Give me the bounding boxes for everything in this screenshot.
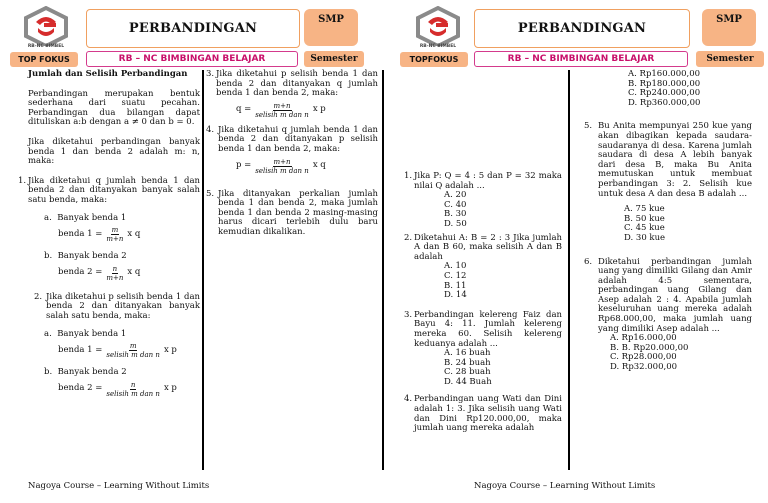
top-fokus-tag: TOPFOKUS bbox=[400, 52, 468, 67]
logo-icon bbox=[406, 6, 470, 46]
footer-text: Nagoya Course – Learning Without Limits bbox=[474, 481, 656, 491]
rule-2-sub-a: a. Banyak benda 1 bbox=[44, 328, 127, 339]
intro-paragraph: Perbandingan merupakan bentuk sederhana dari suatu pecahan. Perbandingan dua bilangan dapat dituliskan a:b dengan a ≠ 0 dan b = 0. bbox=[28, 88, 200, 128]
question-3: 3. Perbandingan kelereng Faiz dan Bayu 4: 11. Jumlah kelereng mereka 60. Selisih kelereng keduanya adalah ... A. 16 buah B. 24 buah C. 28 buah D. 44 Buah bbox=[404, 309, 562, 387]
formula-2b: benda 2 = $\frac{n}{\text{selisih m dan n}}$ x p bbox=[58, 380, 177, 398]
option: A. 20 bbox=[444, 190, 467, 201]
question-1: 1. Jika P: Q = 4 : 5 dan P = 32 maka nilai Q adalah ... A. 20 C. 40 B. 30 D. 50 bbox=[404, 171, 562, 229]
column-divider bbox=[202, 70, 204, 470]
formula-4: p = $\frac{m+n}{\text{selisih m dan n}}$ x q bbox=[236, 157, 326, 175]
theory-column-2 bbox=[206, 70, 378, 238]
questions-column-1 bbox=[404, 172, 562, 434]
option: D. 44 Buah bbox=[444, 376, 492, 387]
semester-tag: Semester bbox=[304, 51, 364, 67]
level-badge: SMP bbox=[304, 9, 358, 46]
formula-1b: benda 2 = $\frac{n}{m+n}$ x q bbox=[58, 264, 141, 282]
rule-item-4: 4. Jika diketahui q jumlah benda 1 dan benda 2 dan ditanyakan p selisih benda 1 dan benda 2, maka: bbox=[206, 124, 378, 154]
option: C. Rp240.000,00 bbox=[628, 88, 701, 99]
option: B. 50 kue bbox=[624, 213, 665, 224]
top-fokus-tag: TOP FOKUS bbox=[10, 52, 78, 67]
formula-2a: benda 1 = $\frac{m}{\text{selisih m dan n}}$ x p bbox=[58, 342, 177, 360]
option: B. 11 bbox=[444, 280, 467, 291]
option: B. 24 buah bbox=[444, 357, 491, 368]
subtitle-banner: RB – NC BIMBINGAN BELAJAR bbox=[86, 51, 298, 67]
option: B. B. Rp20.000,00 bbox=[610, 342, 689, 353]
option: C. 40 bbox=[444, 199, 467, 210]
option: C. Rp28.000,00 bbox=[610, 352, 677, 363]
option: D. 14 bbox=[444, 290, 467, 301]
option: A. 16 buah bbox=[444, 348, 491, 359]
semester-tag: Semester bbox=[696, 51, 764, 67]
rule-item-2: 2. Jika diketahui p selisih benda 1 dan benda 2 dan ditanyakan banyak salah satu benda, maka: bbox=[34, 291, 200, 321]
option: C. 12 bbox=[444, 270, 467, 281]
right-page bbox=[384, 0, 768, 503]
logo-text: RB-NC BIMBEL bbox=[419, 44, 457, 49]
question-6: 6. Diketahui perbandingan jumlah uang yang dimiliki Gilang dan Amir adalah 4:5 sementara, perbandingan uang Gilang dan Asep adalah 2 : 4. Apabila jumlah keseluruhan uang mereka adalah Rp68.000,00, maka jumlah uang yang dimiliki Asep adalah ... A. Rp16.000,00 B. B. Rp20.000,00 C. Rp28.000,00 D. Rp32.000,00 bbox=[584, 256, 752, 373]
option: D. 30 kue bbox=[624, 232, 666, 243]
formula-1a: benda 1 = $\frac{m}{m+n}$ x q bbox=[58, 226, 141, 244]
option: A. 75 kue bbox=[624, 204, 665, 215]
logo-text: RB-NC BIMBEL bbox=[27, 44, 65, 49]
logo bbox=[406, 6, 470, 54]
question-4: 4. Perbandingan uang Wati dan Dini adalah 1: 3. Jika selisih uang Wati dan Dini Rp120.000,00, maka jumlah uang mereka adalah bbox=[404, 394, 562, 434]
footer-text: Nagoya Course – Learning Without Limits bbox=[28, 481, 210, 491]
option: C. 45 kue bbox=[624, 223, 665, 234]
logo bbox=[14, 6, 78, 54]
option: A. 10 bbox=[444, 261, 467, 272]
rule-1-sub-a: a. Banyak benda 1 bbox=[44, 212, 127, 223]
page-title: PERBANDINGAN bbox=[474, 9, 690, 48]
option: A. Rp160.000,00 bbox=[628, 69, 701, 79]
option: D. Rp360.000,00 bbox=[628, 97, 701, 108]
level-badge: SMP bbox=[702, 9, 756, 46]
question-2: 2. Diketahui A: B = 2 : 3 Jika jumlah A dan B 60, maka selisih A dan B adalah A. 10 C. 12 B. 11 D. 14 bbox=[404, 232, 562, 301]
column-divider bbox=[568, 70, 570, 470]
page-title: PERBANDINGAN bbox=[86, 9, 300, 48]
subtitle-banner: RB – NC BIMBINGAN BELAJAR bbox=[474, 51, 688, 67]
option: A. Rp16.000,00 bbox=[610, 333, 677, 344]
intro-paragraph-2: Jika diketahui perbandingan banyak benda 1 dan benda 2 adalah m: n, maka: bbox=[28, 136, 200, 167]
logo-icon bbox=[14, 6, 78, 46]
option: D. Rp32.000,00 bbox=[610, 362, 678, 373]
section-heading: Jumlah dan Selisih Perbandingan bbox=[28, 69, 188, 79]
rule-item-1: 1. Jika diketahui q jumlah benda 1 dan benda 2 dan ditanyakan banyak salah satu benda, maka: bbox=[18, 175, 200, 205]
question-5: 5. Bu Anita mempunyai 250 kue yang akan dibagikan kepada saudara-saudaranya di desa. Karena jumlah saudara di desa A lebih banyak dari desa B, maka Bu Anita memutuskan untuk membuat perbandingan 3: 2. Selisih kue untuk desa A dan desa B adalah ... A. 75 kue B. 50 kue C. 45 kue D. 30 kue bbox=[584, 121, 752, 243]
rule-1-sub-b: b. Banyak benda 2 bbox=[44, 251, 127, 262]
rule-item-5: 5. Jika ditanyakan perkalian jumlah benda 1 dan benda 2, maka jumlah benda 1 dan benda 2 masing-masing harus dicari terlebih dulu baru kemudian dikalikan. bbox=[206, 188, 378, 237]
option: B. 30 bbox=[444, 209, 467, 220]
formula-3: q = $\frac{m+n}{\text{selisih m dan n}}$ x p bbox=[236, 101, 326, 119]
option: D. 50 bbox=[444, 218, 467, 229]
rule-item-3: 3. Jika diketahui p selisih benda 1 dan benda 2 dan ditanyakan q jumlah benda 1 dan benda 2, maka: bbox=[206, 69, 378, 99]
theory-column-1 bbox=[0, 70, 200, 401]
rule-2-sub-b: b. Banyak benda 2 bbox=[44, 367, 127, 378]
questions-column-2 bbox=[584, 70, 752, 373]
option: C. 28 buah bbox=[444, 367, 491, 378]
option: B. Rp180.000,00 bbox=[628, 78, 701, 89]
question-4-options bbox=[628, 70, 752, 108]
